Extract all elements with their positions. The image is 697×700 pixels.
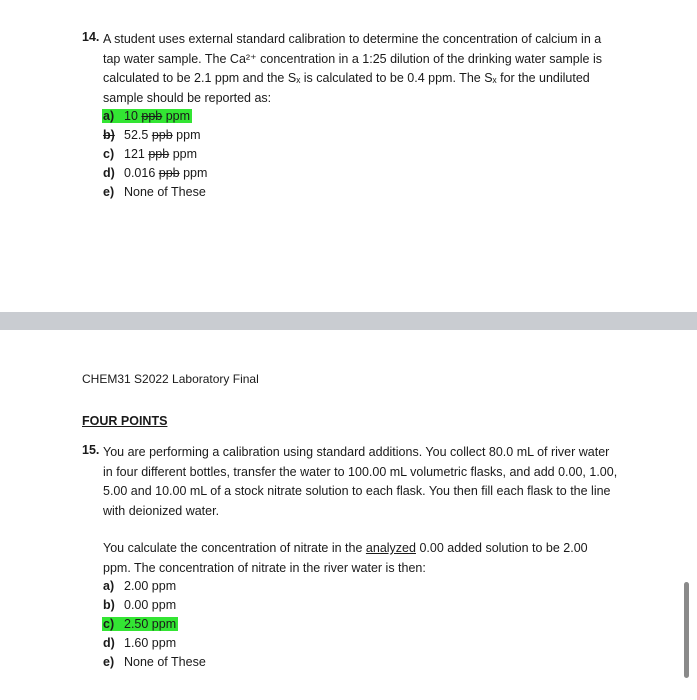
- option-value: 0.016: [124, 166, 156, 180]
- question-15-number: 15.: [82, 443, 100, 457]
- q15-option-d[interactable]: [103, 634, 176, 652]
- option-letter: b): [103, 128, 115, 142]
- question-14-text: A student uses external standard calibration to determine the concentration of calcium in a tap water sample. The Ca²⁺ concentration in a 1:25 dilution of the drinking water sample is calculated to be 2.1 ppm and the Sₓ is calculated to be 0.4 ppm. The Sₓ for the undiluted sample should be reported as:: [103, 32, 602, 105]
- q14-option-c[interactable]: [103, 145, 197, 163]
- option-value: 2.00 ppm: [124, 579, 177, 593]
- option-letter: c): [103, 147, 115, 161]
- answer-highlight: [102, 617, 178, 631]
- question-14-number: 14.: [82, 30, 100, 44]
- struck-unit: ppb: [151, 128, 173, 142]
- prompt-part: 0.00 added solution to be 2.00 ppm. The concentration of nitrate in the river water is then:: [103, 541, 588, 575]
- option-letter: e): [103, 655, 115, 669]
- q15-option-c[interactable]: [103, 615, 178, 633]
- struck-unit: ppb: [158, 166, 180, 180]
- answer-highlight: [102, 109, 192, 123]
- q15-option-b[interactable]: [103, 596, 176, 614]
- option-value: None of These: [124, 185, 206, 199]
- question-15-prompt: [103, 539, 603, 578]
- option-letter: d): [103, 166, 115, 180]
- q14-option-b[interactable]: [103, 126, 201, 144]
- q14-option-e[interactable]: [103, 183, 206, 201]
- struck-unit: ppb: [148, 147, 170, 161]
- option-letter: b): [103, 598, 115, 612]
- option-letter: e): [103, 185, 115, 199]
- q14-option-a[interactable]: [103, 107, 192, 125]
- option-value: 52.5: [124, 128, 149, 142]
- option-value: 2.50 ppm: [124, 617, 177, 631]
- course-header: CHEM31 S2022 Laboratory Final: [82, 372, 259, 386]
- option-letter: c): [103, 617, 115, 631]
- option-unit: ppm: [183, 166, 208, 180]
- option-unit: ppm: [165, 109, 191, 123]
- option-value: 0.00 ppm: [124, 598, 177, 612]
- q15-option-a[interactable]: [103, 577, 176, 595]
- option-value: 121: [124, 147, 145, 161]
- option-letter: a): [103, 579, 115, 593]
- question-15-text: You are performing a calibration using standard additions. You collect 80.0 mL of river water in four different bottles, transfer the water to 100.00 mL volumetric flasks, and add 0.00, 1.00, 5.00 and 10.00 mL of a stock nitrate solution to each flask. You then fill each flask to the line with deionized water.: [103, 445, 618, 518]
- option-unit: ppm: [176, 128, 201, 142]
- q15-option-e[interactable]: [103, 653, 206, 671]
- vertical-scrollbar[interactable]: [684, 582, 689, 678]
- struck-unit: ppb: [141, 109, 163, 123]
- option-value: 1.60 ppm: [124, 636, 177, 650]
- option-letter: d): [103, 636, 115, 650]
- underlined-word: analyzed: [365, 541, 416, 555]
- option-unit: ppm: [172, 147, 198, 161]
- option-letter: a): [103, 109, 115, 123]
- points-heading: FOUR POINTS: [82, 414, 168, 428]
- option-value: 10: [124, 109, 138, 123]
- q14-option-d[interactable]: [103, 164, 207, 182]
- page-divider: [0, 312, 697, 330]
- option-value: None of These: [124, 655, 206, 669]
- prompt-part: You calculate the concentration of nitrate in the: [103, 541, 366, 555]
